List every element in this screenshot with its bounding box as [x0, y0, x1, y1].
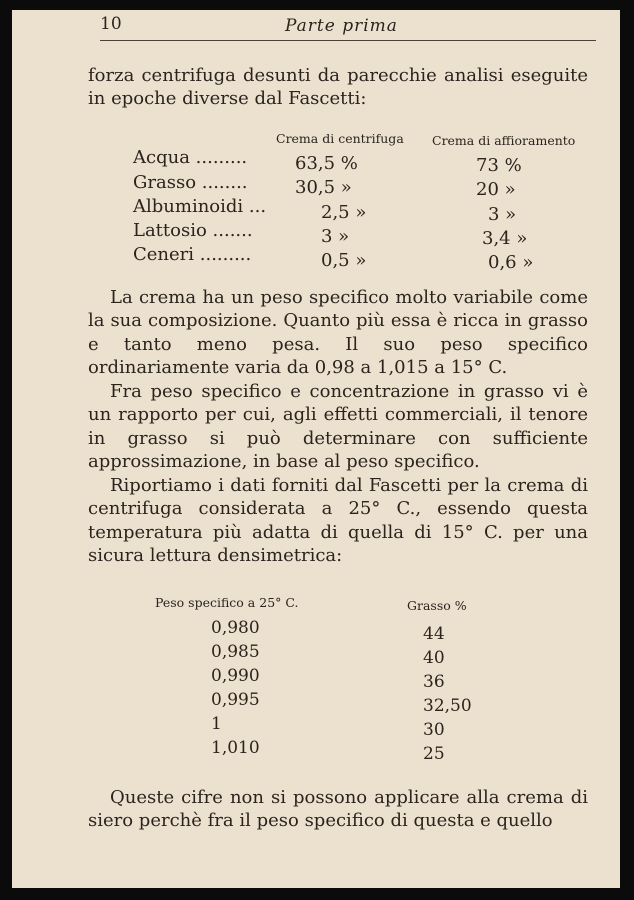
table2-density-value: 0,985: [211, 642, 260, 662]
table1-row-value-a: 0,5 »: [321, 250, 367, 271]
table1-row-label: Lattosio .......: [133, 220, 253, 241]
table2-density-value: 0,990: [211, 666, 260, 686]
table1-row-value-b: 0,6 »: [488, 252, 534, 273]
table2-density-value: 0,995: [211, 690, 260, 710]
table1-row-value-b: 3,4 »: [482, 228, 528, 249]
paragraph-fascetti-data: Riportiamo i dati forniti dal Fascetti per la crema di centrifuga considerata a 25° C., essendo questa temperatura più adatta di quella di 15° C. per una sicura lettura densimetrica:: [88, 475, 588, 567]
table1-row-value-a: 2,5 »: [321, 202, 367, 223]
paragraph-fat-relation: Fra peso specifico e concentrazione in grasso vi è un rapporto per cui, agli effetti commerciali, il tenore in grasso si può determinare con sufficiente approssimazione, in base al peso specifico.: [88, 381, 588, 473]
table1-row-label: Acqua .........: [133, 147, 248, 168]
table1-header-affioramento: Crema di affioramento: [432, 133, 576, 148]
table2-fat-value: 44: [423, 624, 445, 644]
table1-row-value-b: 3 »: [488, 204, 517, 225]
table2-fat-value: 36: [423, 672, 445, 692]
table2-header-fat: Grasso %: [407, 598, 467, 613]
table2-fat-value: 30: [423, 720, 445, 740]
table1-row-value-b: 20 »: [476, 179, 516, 200]
page-header: [100, 16, 596, 41]
table2-fat-value: 40: [423, 648, 445, 668]
table1-row-value-b: 73 %: [476, 155, 522, 176]
table1-header-centrifuga: Crema di centrifuga: [276, 131, 404, 146]
paragraph-density: La crema ha un peso specifico molto variabile come la sua composizione. Quanto più essa è ricca in grasso e tanto meno pesa. Il suo peso specifico ordinariamente varia da 0,98 a 1,015 a 15° C.: [88, 287, 588, 379]
table1-row-label: Grasso ........: [133, 172, 248, 193]
table2-header-density: Peso specifico a 25° C.: [155, 595, 299, 610]
table1-row-value-a: 63,5 %: [295, 153, 358, 174]
table2-fat-value: 25: [423, 744, 445, 764]
table1-row-value-a: 3 »: [321, 226, 350, 247]
paragraph-siero: Queste cifre non si possono applicare alla crema di siero perchè fra il peso specifico di questa e quello: [88, 787, 588, 832]
table2-density-value: 0,980: [211, 618, 260, 638]
table2-density-value: 1: [211, 714, 222, 734]
book-page: [12, 10, 620, 888]
table1-row-label: Ceneri .........: [133, 244, 252, 265]
table1-row-value-a: 30,5 »: [295, 177, 352, 198]
page-number: 10: [100, 14, 122, 34]
running-title: Parte prima: [285, 16, 398, 36]
table2-density-value: 1,010: [211, 738, 260, 758]
table1-row-label: Albuminoidi ...: [133, 196, 267, 217]
paragraph-intro: forza centrifuga desunti da parecchie analisi eseguite in epoche diverse dal Fascetti:: [88, 65, 588, 110]
table2-fat-value: 32,50: [423, 696, 472, 716]
